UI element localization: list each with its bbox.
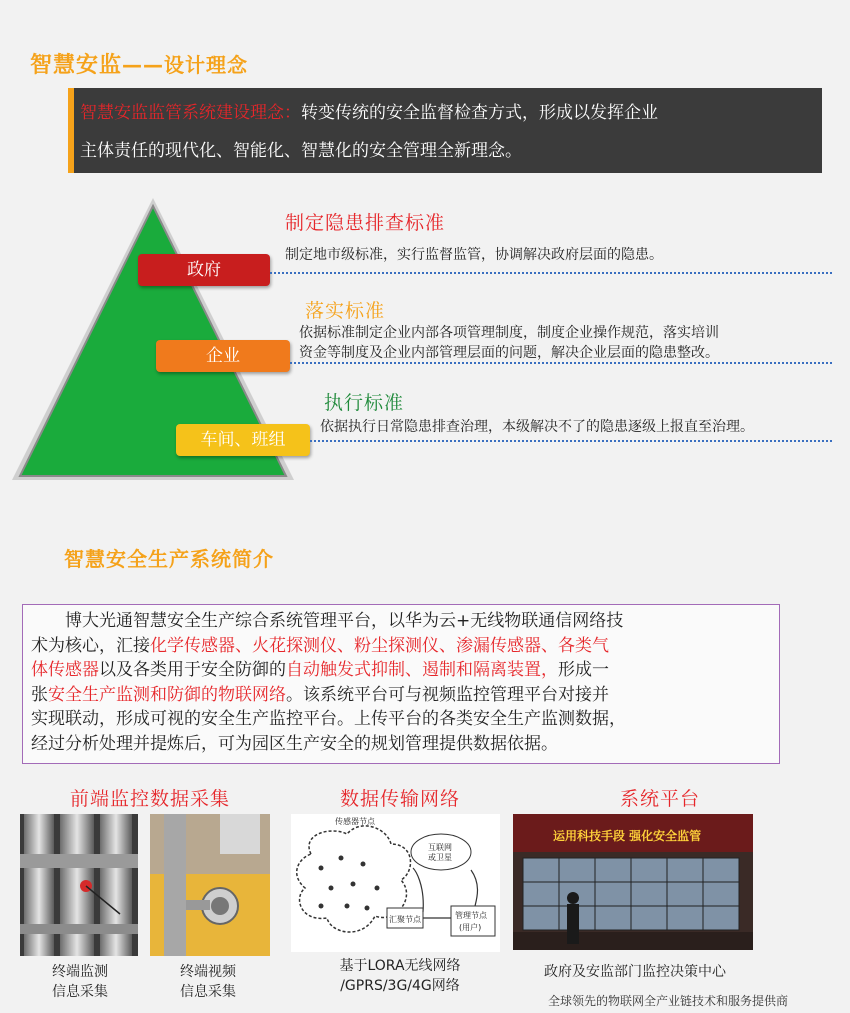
section-title-design: 智慧安监——设计理念 — [30, 53, 249, 78]
network-diagram — [291, 814, 500, 952]
tier-desc-enterprise-1: 依据标准制定企业内部各项管理制度，制度企业操作规范，落实培训 — [299, 325, 719, 341]
tier-title-workshop: 执行标准 — [324, 392, 405, 414]
intro-box: 博大光通智慧安全生产综合系统管理平台，以华为云+无线物联通信网络技 术为核心，汇接化学传感器、火花探测仪、粉尘探测仪、渗漏传感器、各类气 体传感器以及各类用于安全防御的自动触发式抑制、遏制和隔离装置，形成一 张安全生产监测和防御的物联网络。该系统平台可与视频监控管理平台对接并 实现联动，形成可视的安全生产监控平台。上传平台的各类安全生产监测数据， 经过分析处理并提炼后，可为园区生产安全的规划管理提供数据依据。 — [22, 604, 780, 764]
column-title-network: 数据传输网络 — [339, 788, 460, 810]
tier-label-enterprise: 企业 — [156, 340, 290, 372]
diagram-label-satellite: 或卫星 — [428, 853, 452, 862]
tier-label-workshop: 车间、班组 — [176, 424, 310, 456]
concept-line-2: 主体责任的现代化、智能化、智慧化的安全管理全新理念。 — [80, 141, 522, 161]
dotted-divider — [270, 272, 832, 274]
caption-control-center: 政府及安监部门监控决策中心 — [544, 964, 726, 980]
column-title-platform: 系统平台 — [619, 788, 700, 810]
tier-desc-enterprise-2: 资金等制度及企业内部管理层面的问题，解决企业层面的隐患整改。 — [299, 345, 719, 361]
caption-video-1: 终端视频 — [180, 964, 236, 980]
diagram-label-sink: 汇聚节点 — [389, 915, 421, 924]
accent-bar — [68, 88, 74, 173]
diagram-label-user: (用户) — [459, 923, 482, 932]
caption-network-2: /GPRS/3G/4G网络 — [340, 978, 460, 994]
caption-video-2: 信息采集 — [180, 984, 236, 1000]
tier-title-enterprise: 落实标准 — [305, 300, 386, 322]
caption-monitoring-2: 信息采集 — [52, 984, 108, 1000]
tier-desc-workshop: 依据执行日常隐患排查治理，本级解决不了的隐患逐级上报直至治理。 — [320, 419, 754, 435]
valve-photo — [150, 814, 270, 956]
diagram-label-sensor: 传感器节点 — [335, 817, 375, 826]
diagram-label-mgmt: 管理节点 — [455, 911, 487, 920]
column-title-frontend: 前端监控数据采集 — [69, 788, 230, 810]
caption-network-1: 基于LORA无线网络 — [339, 958, 461, 974]
pipes-photo — [20, 814, 138, 956]
dotted-divider — [310, 440, 832, 442]
tier-title-government: 制定隐患排查标准 — [285, 212, 446, 234]
screen-banner: 运用科技手段 强化安全监管 — [553, 829, 702, 843]
concept-lead: 智慧安监监管系统建设理念： — [80, 103, 301, 123]
caption-monitoring-1: 终端监测 — [52, 964, 108, 980]
tier-label-government: 政府 — [138, 254, 270, 286]
footer-tagline: 全球领先的物联网全产业链技术和服务提供商 — [548, 994, 789, 1008]
section-title-system: 智慧安全生产系统简介 — [64, 547, 274, 571]
control-center-photo — [513, 814, 753, 950]
tier-desc-government: 制定地市级标准，实行监督监管，协调解决政府层面的隐患。 — [285, 247, 663, 263]
diagram-label-internet: 互联网 — [428, 843, 452, 852]
concept-line-1: 智慧安监监管系统建设理念：转变传统的安全监督检查方式，形成以发挥企业 — [80, 103, 658, 123]
concept-box — [68, 88, 822, 173]
dotted-divider — [290, 362, 832, 364]
